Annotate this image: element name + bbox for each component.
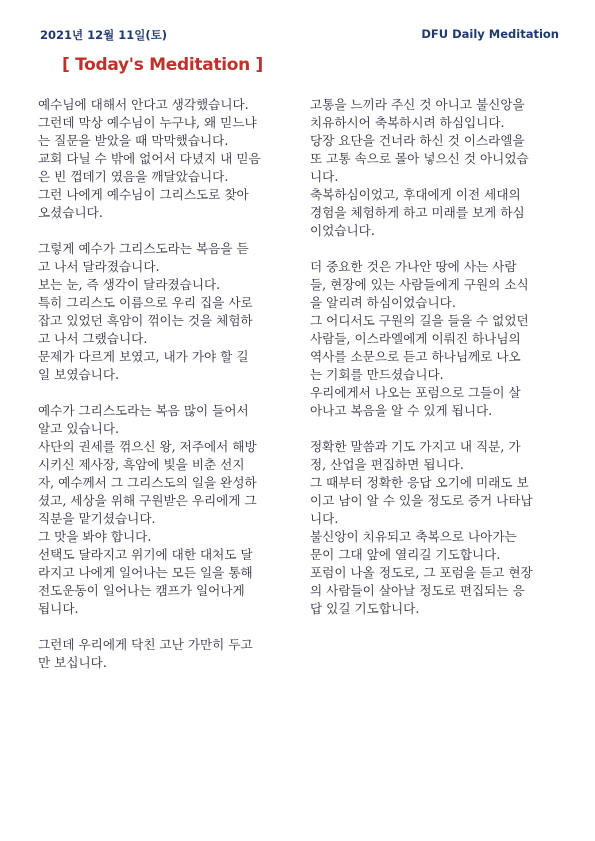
paragraph bbox=[310, 258, 566, 420]
text-line: 특히 그리스도 이름으로 우리 집을 사로 bbox=[38, 295, 253, 310]
paragraph bbox=[38, 402, 288, 618]
text-line: 고통을 느끼라 주신 것 아니고 불신앙을 bbox=[310, 97, 525, 112]
text-line: 불신앙이 치유되고 축복으로 나아가는 bbox=[310, 529, 517, 544]
text-line: 우리에게서 나오는 포럼으로 그들이 살 bbox=[310, 385, 521, 400]
paragraph bbox=[310, 96, 566, 240]
text-line: 치유하시어 축복하시려 하심입니다. bbox=[310, 115, 505, 130]
page-title: [ Today's Meditation ] bbox=[62, 55, 264, 75]
text-line: 포럼이 나올 정도로, 그 포럼을 듣고 현장 bbox=[310, 565, 533, 580]
text-line: 답 있길 기도합니다. bbox=[310, 601, 420, 616]
text-line: 그렇게 예수가 그리스도라는 복음을 듣 bbox=[38, 241, 249, 256]
text-line: 셨고, 세상을 위해 구원받은 우리에게 그 bbox=[38, 493, 257, 508]
text-line: 이었습니다. bbox=[310, 223, 375, 238]
text-line: 그런데 막상 예수님이 누구냐, 왜 믿느냐 bbox=[38, 115, 257, 130]
text-line: 그런 나에게 예수님이 그리스도로 찾아 bbox=[38, 187, 249, 202]
text-line: 예수님에 대해서 안다고 생각했습니다. bbox=[38, 97, 249, 112]
text-line: 고 나서 달라졌습니다. bbox=[38, 259, 160, 274]
text-line: 니다. bbox=[310, 169, 339, 184]
text-line: 역사를 소문으로 듣고 하나님께로 나오 bbox=[310, 349, 521, 364]
paragraph bbox=[38, 240, 288, 384]
text-line: 교회 다닐 수 밖에 없어서 다녔지 내 믿음 bbox=[38, 151, 261, 166]
text-line: 더 중요한 것은 가나안 땅에 사는 사람 bbox=[310, 259, 517, 274]
text-line: 당장 요단을 건너라 하신 것 이스라엘을 bbox=[310, 133, 525, 148]
paragraph bbox=[310, 438, 566, 618]
text-line: 사단의 권세를 꺾으신 왕, 저주에서 해방 bbox=[38, 439, 257, 454]
paragraph bbox=[38, 96, 288, 222]
text-line: 을 알리려 하심이었습니다. bbox=[310, 295, 456, 310]
text-line: 은 빈 껍데기 였음을 깨달았습니다. bbox=[38, 169, 229, 184]
text-line: 그 어디서도 구원의 길을 들을 수 없었던 bbox=[310, 313, 529, 328]
text-line: 의 사람들이 살아날 정도로 편집되는 응 bbox=[310, 583, 525, 598]
text-line: 고 나서 그랬습니다. bbox=[38, 331, 148, 346]
text-line: 됩니다. bbox=[38, 601, 79, 616]
text-line: 만 보십니다. bbox=[38, 655, 107, 670]
text-line: 잡고 있었던 흑암이 꺾이는 것을 체험하 bbox=[38, 313, 253, 328]
text-line: 들, 현장에 있는 사람들에게 구원의 소식 bbox=[310, 277, 529, 292]
text-line: 일 보였습니다. bbox=[38, 367, 119, 382]
text-line: 시키신 제사장, 흑암에 빛을 비춘 선지 bbox=[38, 457, 245, 472]
text-line: 또 고통 속으로 몰아 넣으신 것 아니었습 bbox=[310, 151, 529, 166]
text-line: 그 때부터 정확한 응답 오기에 미래도 보 bbox=[310, 475, 529, 490]
text-line: 예수가 그리스도라는 복음 많이 들어서 bbox=[38, 403, 249, 418]
text-line: 그런데 우리에게 닥친 고난 가만히 두고 bbox=[38, 637, 253, 652]
text-line: 문제가 다르게 보였고, 내가 가야 할 길 bbox=[38, 349, 249, 364]
header-date: 2021년 12월 11일(토) bbox=[40, 28, 167, 42]
text-line: 정확한 말씀과 기도 가지고 내 직분, 가 bbox=[310, 439, 521, 454]
text-line: 선택도 달라지고 위기에 대한 대처도 달 bbox=[38, 547, 253, 562]
text-line: 경험을 체험하게 하고 미래를 보게 하심 bbox=[310, 205, 525, 220]
text-line: 축복하심이었고, 후대에게 이전 세대의 bbox=[310, 187, 521, 202]
paragraph bbox=[38, 636, 288, 672]
text-line: 그 맛을 봐야 합니다. bbox=[38, 529, 152, 544]
text-line: 보는 눈, 즉 생각이 달라졌습니다. bbox=[38, 277, 221, 292]
text-line: 아나고 복음을 알 수 있게 됩니다. bbox=[310, 403, 493, 418]
text-line: 직분을 맡기셨습니다. bbox=[38, 511, 156, 526]
header-brand: DFU Daily Meditation bbox=[421, 27, 559, 41]
text-line: 알고 있습니다. bbox=[38, 421, 119, 436]
text-line: 전도운동이 일어나는 캠프가 일어나게 bbox=[38, 583, 245, 598]
text-line: 오셨습니다. bbox=[38, 205, 103, 220]
text-line: 정, 산업을 편집하면 됩니다. bbox=[310, 457, 464, 472]
left-column bbox=[38, 96, 288, 690]
text-line: 자, 예수께서 그 그리스도의 일을 완성하 bbox=[38, 475, 257, 490]
text-line: 문이 그대 앞에 열리길 기도합니다. bbox=[310, 547, 501, 562]
text-line: 는 기회를 만드셨습니다. bbox=[310, 367, 444, 382]
right-column bbox=[310, 96, 566, 636]
text-line: 이고 남이 알 수 있을 정도로 증거 나타납 bbox=[310, 493, 533, 508]
text-line: 라지고 나에게 일어나는 모든 일을 통해 bbox=[38, 565, 253, 580]
text-line: 는 질문을 받았을 때 막막했습니다. bbox=[38, 133, 229, 148]
text-line: 니다. bbox=[310, 511, 339, 526]
text-line: 사람들, 이스라엘에게 이뤄진 하나님의 bbox=[310, 331, 521, 346]
